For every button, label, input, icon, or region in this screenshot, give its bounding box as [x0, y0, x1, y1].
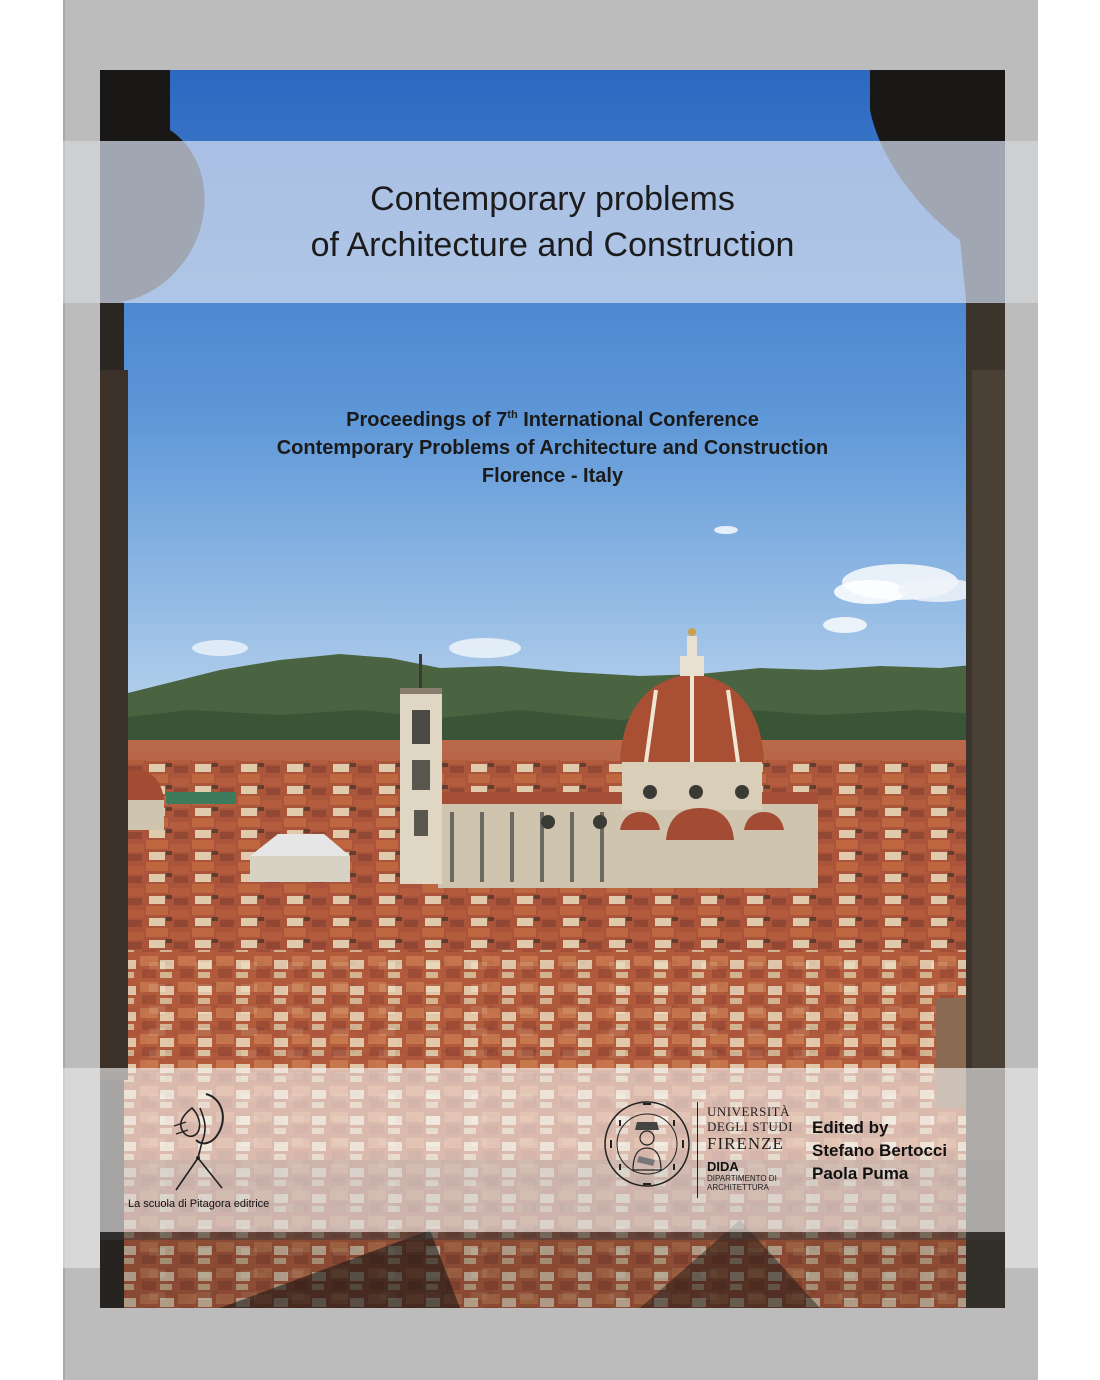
proceedings-line-2: Contemporary Problems of Architecture and Construction [276, 437, 829, 459]
footer-strip [100, 1232, 1005, 1240]
department-line-1: DIPARTIMENTO DI [707, 1174, 777, 1183]
university-line-1: UNIVERSITÀ [707, 1104, 790, 1119]
proceedings-prefix: Proceedings of 7 [346, 409, 508, 431]
book-cover [100, 70, 1005, 1308]
university-line-2: DEGLI STUDI [707, 1119, 794, 1134]
university-name [707, 1104, 793, 1153]
edited-by-label: Edited by [812, 1118, 889, 1137]
publisher-name: La scuola di Pitagora editrice [128, 1198, 270, 1210]
university-seal-icon [603, 1100, 691, 1188]
editors-block [812, 1116, 947, 1185]
proceedings-ordinal: th [507, 409, 518, 421]
department-short-name: DIDA [707, 1159, 739, 1174]
proceedings-suffix: International Conference [517, 409, 759, 431]
editor-name-1: Stefano Bertocci [812, 1141, 948, 1160]
proceedings-line-1 [100, 406, 1005, 434]
editor-name-2: Paola Puma [812, 1164, 909, 1183]
university-divider [697, 1102, 698, 1198]
university-line-3: FIRENZE [707, 1134, 784, 1153]
department-name [707, 1174, 777, 1192]
publisher-logo-icon [162, 1088, 242, 1196]
title-line-2: of Architecture and Construction [310, 226, 795, 264]
proceedings-line-3: Florence - Italy [481, 465, 624, 487]
cover-title [100, 176, 1005, 268]
title-line-1: Contemporary problems [370, 180, 735, 218]
department-line-2: ARCHITETTURA [707, 1183, 769, 1192]
proceedings-block [100, 406, 1005, 490]
